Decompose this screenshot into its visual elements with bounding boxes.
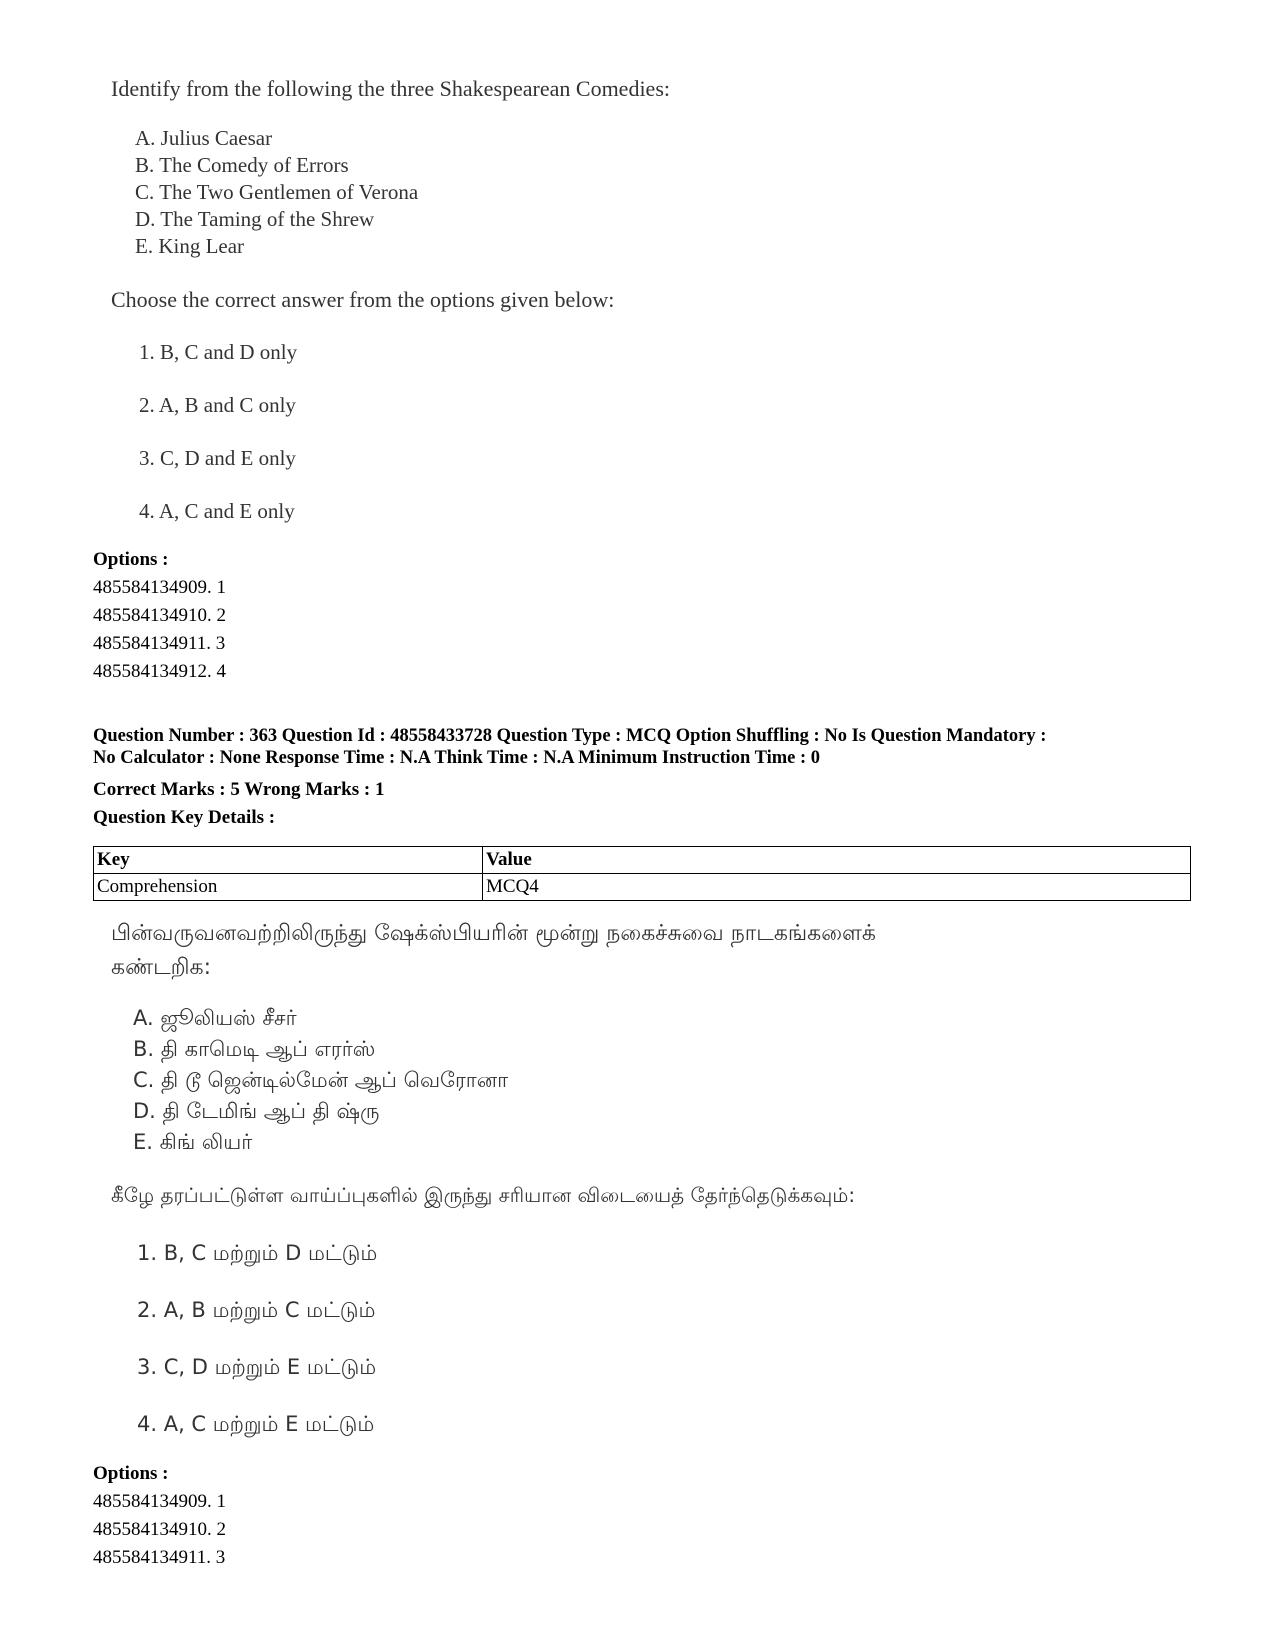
item-a-tamil: A. ஜூலியஸ் சீசர் xyxy=(133,1006,297,1030)
item-c-tamil: C. தி டூ ஜென்டில்மேன் ஆப் வெரோனா xyxy=(133,1068,509,1092)
choice-4-tamil: 4. A, C மற்றும் E மட்டும் xyxy=(137,1412,375,1436)
item-b-tamil: B. தி காமெடி ஆப் எரர்ஸ் xyxy=(133,1037,376,1061)
option-row: 485584134909. 1 xyxy=(93,1491,226,1512)
option-row: 485584134911. 3 xyxy=(93,633,226,654)
choice-3-tamil: 3. C, D மற்றும் E மட்டும் xyxy=(137,1355,377,1379)
instruction-english: Choose the correct answer from the options given below: xyxy=(111,287,615,312)
question-meta-line1: Question Number : 363 Question Id : 48558433728 Question Type : MCQ Option Shuffling : No Is Question Mandatory : xyxy=(93,726,1047,746)
choice-1-english: 1. B, C and D only xyxy=(139,340,298,364)
question-text-tamil-line1: பின்வருவனவற்றிலிருந்து ஷேக்ஸ்பியரின் மூன்று நகைச்சுவை நாடகங்களைக் xyxy=(111,921,876,946)
item-d-tamil: D. தி டேமிங் ஆப் தி ஷ்ரு xyxy=(133,1099,380,1123)
table-cell-key: Comprehension xyxy=(94,874,483,901)
table-cell-value: MCQ4 xyxy=(483,874,1191,901)
choice-2-english: 2. A, B and C only xyxy=(139,393,296,417)
option-row: 485584134912. 4 xyxy=(93,661,226,682)
table-header-key: Key xyxy=(94,847,483,874)
option-row: 485584134911. 3 xyxy=(93,1547,226,1568)
item-a-english: A. Julius Caesar xyxy=(135,126,273,150)
item-e-tamil: E. கிங் லியர் xyxy=(133,1130,253,1154)
choice-1-tamil: 1. B, C மற்றும் D மட்டும் xyxy=(137,1241,378,1265)
option-row: 485584134910. 2 xyxy=(93,1519,226,1540)
item-b-english: B. The Comedy of Errors xyxy=(135,153,349,177)
options-label: Options : xyxy=(93,549,169,570)
option-row: 485584134910. 2 xyxy=(93,605,226,626)
key-details-table xyxy=(93,846,1191,901)
instruction-tamil: கீழே தரப்பட்டுள்ள வாய்ப்புகளில் இருந்து சரியான விடையைத் தேர்ந்தெடுக்கவும்: xyxy=(111,1183,856,1207)
table-header-value: Value xyxy=(483,847,1191,874)
question-meta-line2: No Calculator : None Response Time : N.A Think Time : N.A Minimum Instruction Time : 0 xyxy=(93,748,821,768)
question-text-english: Identify from the following the three Shakespearean Comedies: xyxy=(111,76,670,101)
option-row: 485584134909. 1 xyxy=(93,577,226,598)
item-c-english: C. The Two Gentlemen of Verona xyxy=(135,180,419,204)
key-details-label: Question Key Details : xyxy=(93,807,276,828)
question-text-tamil-line2: கண்டறிக: xyxy=(111,955,211,980)
table-header-row xyxy=(94,847,1191,874)
table-row xyxy=(94,874,1191,901)
item-d-english: D. The Taming of the Shrew xyxy=(135,207,375,231)
item-e-english: E. King Lear xyxy=(135,234,245,258)
choice-4-english: 4. A, C and E only xyxy=(139,499,295,523)
choice-3-english: 3. C, D and E only xyxy=(139,446,296,470)
marks-line: Correct Marks : 5 Wrong Marks : 1 xyxy=(93,779,385,800)
choice-2-tamil: 2. A, B மற்றும் C மட்டும் xyxy=(137,1298,376,1322)
options-label: Options : xyxy=(93,1463,169,1484)
